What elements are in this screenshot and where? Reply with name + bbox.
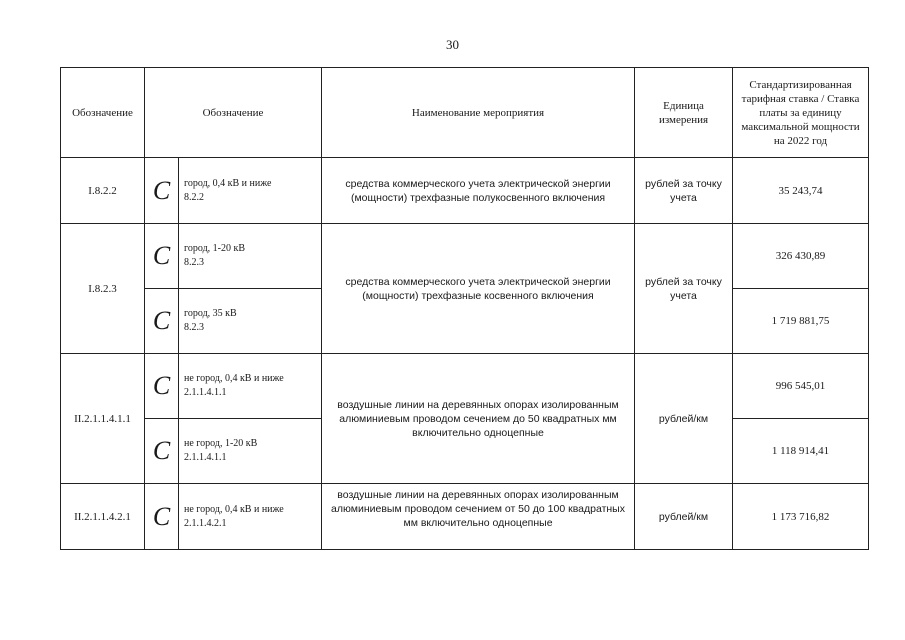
category-cell [179, 419, 322, 484]
category-symbol: C [145, 158, 179, 224]
header-activity-name: Наименование мероприятия [322, 68, 635, 158]
rate-value: 326 430,89 [733, 224, 869, 289]
row-code: I.8.2.2 [61, 158, 145, 224]
category-label: город, 35 кВ [184, 308, 237, 319]
row-code: II.2.1.1.4.1.1 [61, 354, 145, 484]
row-code: I.8.2.3 [61, 224, 145, 354]
rate-value: 1 118 914,41 [733, 419, 869, 484]
table-row [61, 354, 869, 419]
category-label: город, 0,4 кВ и ниже [184, 177, 272, 189]
category-subcode: 2.1.1.4.1.1 [184, 387, 227, 398]
category-symbol: C [145, 354, 179, 419]
category-cell [179, 354, 322, 419]
category-symbol: C [145, 484, 179, 550]
activity-name: средства коммерческого учета электрической энергии (мощности) трехфазные полукосвенного включения [322, 158, 635, 224]
unit: рублей/км [635, 354, 733, 484]
activity-name: воздушные линии на деревянных опорах изолированным алюминиевым проводом сечением от 50 до 100 квадратных мм включительно одноцепные [322, 484, 635, 550]
activity-name: средства коммерческого учета электрической энергии (мощности) трехфазные косвенного включения [322, 224, 635, 354]
category-symbol: C [145, 289, 179, 354]
row-code: II.2.1.1.4.2.1 [61, 484, 145, 550]
category-subcode: 8.2.3 [184, 257, 204, 268]
tariff-table [60, 67, 869, 550]
rate-value: 1 173 716,82 [733, 484, 869, 550]
unit: рублей за точку учета [635, 224, 733, 354]
category-cell [179, 158, 322, 224]
table-row [61, 484, 869, 550]
category-label: не город, 0,4 кВ и ниже [184, 503, 284, 515]
category-subcode: 2.1.1.4.1.1 [184, 452, 227, 463]
rate-value: 35 243,74 [733, 158, 869, 224]
table-header-row [61, 68, 869, 158]
rate-value: 1 719 881,75 [733, 289, 869, 354]
category-cell [179, 224, 322, 289]
header-designation-2: Обозначение [145, 68, 322, 158]
category-label: город, 1-20 кВ [184, 243, 246, 254]
unit: рублей за точку учета [635, 158, 733, 224]
header-rate: Стандартизированная тарифная ставка / Ставка платы за единицу максимальной мощности на 2022 год [733, 68, 869, 158]
category-subcode: 8.2.2 [184, 191, 204, 203]
table-row [61, 158, 869, 224]
category-subcode: 2.1.1.4.2.1 [184, 517, 227, 529]
category-subcode: 8.2.3 [184, 322, 204, 333]
category-cell [179, 289, 322, 354]
category-cell [179, 484, 322, 550]
category-label: не город, 1-20 кВ [184, 438, 258, 449]
header-unit: Единица измерения [635, 68, 733, 158]
category-label: не город, 0,4 кВ и ниже [184, 373, 284, 384]
page-number: 30 [446, 37, 459, 52]
table-row [61, 224, 869, 289]
header-designation: Обозначение [61, 68, 145, 158]
activity-name: воздушные линии на деревянных опорах изолированным алюминиевым проводом сечением до 50 квадратных мм включительно одноцепные [322, 354, 635, 484]
category-symbol: C [145, 419, 179, 484]
rate-value: 996 545,01 [733, 354, 869, 419]
unit: рублей/км [635, 484, 733, 550]
category-symbol: C [145, 224, 179, 289]
